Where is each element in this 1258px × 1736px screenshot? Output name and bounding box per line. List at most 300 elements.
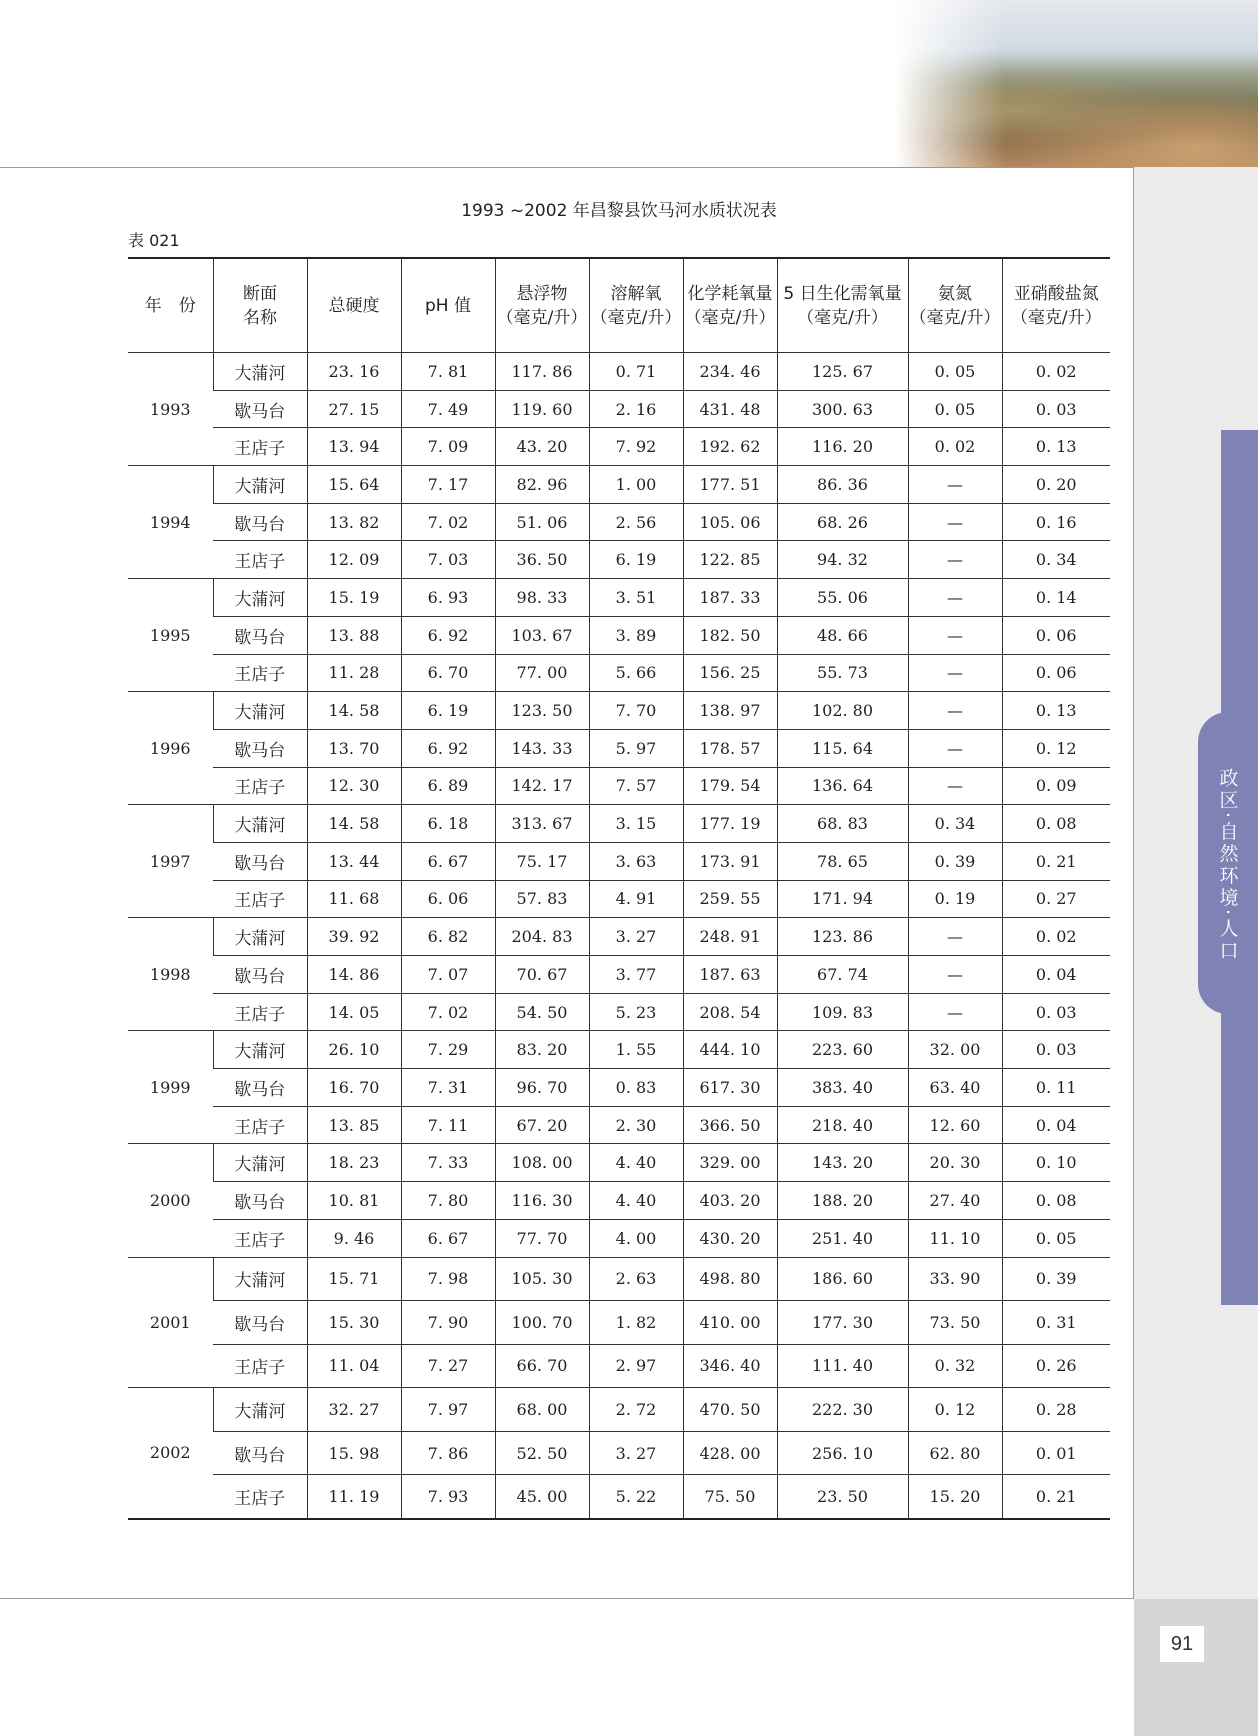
- value-cell: 3. 89: [589, 616, 683, 654]
- value-cell: 68. 00: [495, 1388, 589, 1432]
- value-cell: 2. 72: [589, 1388, 683, 1432]
- value-cell: 123. 86: [777, 918, 908, 956]
- table-row: [128, 1301, 1110, 1345]
- year-cell: 2000: [128, 1144, 213, 1257]
- value-cell: 109. 83: [777, 993, 908, 1031]
- value-cell: 12. 09: [307, 541, 401, 579]
- table-row: [128, 1475, 1110, 1519]
- value-cell: 12. 60: [908, 1106, 1002, 1144]
- value-cell: 105. 06: [683, 503, 777, 541]
- value-cell: 6. 70: [401, 654, 495, 692]
- value-cell: 3. 15: [589, 805, 683, 843]
- value-cell: 0. 03: [1002, 993, 1110, 1031]
- value-cell: 187. 33: [683, 579, 777, 617]
- value-cell: 45. 00: [495, 1475, 589, 1519]
- value-cell: 33. 90: [908, 1257, 1002, 1301]
- value-cell: 13. 82: [307, 503, 401, 541]
- chapter-tab: [1198, 712, 1258, 1014]
- column-header-line1: 总硬度: [328, 295, 380, 316]
- value-cell: —: [908, 541, 1002, 579]
- value-cell: 68. 83: [777, 805, 908, 843]
- column-header-line1: 氨氮: [938, 283, 972, 304]
- value-cell: 498. 80: [683, 1257, 777, 1301]
- value-cell: 48. 66: [777, 616, 908, 654]
- value-cell: 82. 96: [495, 466, 589, 504]
- value-cell: 256. 10: [777, 1431, 908, 1475]
- site-name-cell: 王店子: [213, 1344, 307, 1388]
- value-cell: 70. 67: [495, 956, 589, 994]
- table-row: [128, 390, 1110, 428]
- value-cell: 186. 60: [777, 1257, 908, 1301]
- value-cell: 223. 60: [777, 1031, 908, 1069]
- value-cell: 43. 20: [495, 428, 589, 466]
- value-cell: 55. 73: [777, 654, 908, 692]
- value-cell: 14. 86: [307, 956, 401, 994]
- value-cell: 2. 30: [589, 1106, 683, 1144]
- column-header-line2: （毫克/升）: [496, 307, 588, 328]
- value-cell: 0. 28: [1002, 1388, 1110, 1432]
- value-cell: 108. 00: [495, 1144, 589, 1182]
- value-cell: 4. 91: [589, 880, 683, 918]
- table-row: [128, 918, 1110, 956]
- value-cell: 143. 20: [777, 1144, 908, 1182]
- value-cell: 259. 55: [683, 880, 777, 918]
- value-cell: 156. 25: [683, 654, 777, 692]
- value-cell: 177. 19: [683, 805, 777, 843]
- site-name-cell: 歇马台: [213, 616, 307, 654]
- site-name-cell: 大蒲河: [213, 1031, 307, 1069]
- value-cell: 0. 34: [1002, 541, 1110, 579]
- value-cell: 105. 30: [495, 1257, 589, 1301]
- value-cell: 0. 08: [1002, 805, 1110, 843]
- value-cell: 3. 77: [589, 956, 683, 994]
- column-header-line1: 年 份: [144, 295, 196, 316]
- value-cell: 27. 40: [908, 1182, 1002, 1220]
- value-cell: 5. 66: [589, 654, 683, 692]
- value-cell: 617. 30: [683, 1069, 777, 1107]
- value-cell: 0. 05: [1002, 1219, 1110, 1257]
- value-cell: 3. 27: [589, 1431, 683, 1475]
- value-cell: 7. 70: [589, 692, 683, 730]
- column-header-line1: 悬浮物: [516, 283, 568, 304]
- value-cell: 6. 19: [589, 541, 683, 579]
- table-row: [128, 993, 1110, 1031]
- value-cell: 15. 71: [307, 1257, 401, 1301]
- site-name-cell: 大蒲河: [213, 692, 307, 730]
- column-header-line2: （毫克/升）: [590, 307, 682, 328]
- value-cell: 470. 50: [683, 1388, 777, 1432]
- value-cell: 116. 20: [777, 428, 908, 466]
- value-cell: 16. 70: [307, 1069, 401, 1107]
- value-cell: 13. 94: [307, 428, 401, 466]
- value-cell: 23. 50: [777, 1475, 908, 1519]
- value-cell: 7. 27: [401, 1344, 495, 1388]
- value-cell: 2. 56: [589, 503, 683, 541]
- value-cell: 73. 50: [908, 1301, 1002, 1345]
- table-row: [128, 1344, 1110, 1388]
- value-cell: 178. 57: [683, 729, 777, 767]
- value-cell: 13. 88: [307, 616, 401, 654]
- value-cell: 119. 60: [495, 390, 589, 428]
- table-row: [128, 353, 1110, 391]
- column-header-line1: 5 日生化需氧量: [783, 283, 902, 304]
- value-cell: 0. 04: [1002, 1106, 1110, 1144]
- value-cell: 36. 50: [495, 541, 589, 579]
- value-cell: 7. 81: [401, 353, 495, 391]
- top-divider: [0, 167, 1134, 168]
- value-cell: 0. 13: [1002, 692, 1110, 730]
- value-cell: 11. 68: [307, 880, 401, 918]
- water-quality-table: [128, 257, 1110, 1520]
- table-row: [128, 616, 1110, 654]
- column-header-line2: （毫克/升）: [1010, 307, 1102, 328]
- value-cell: 0. 20: [1002, 466, 1110, 504]
- value-cell: 403. 20: [683, 1182, 777, 1220]
- value-cell: 67. 74: [777, 956, 908, 994]
- value-cell: 11. 10: [908, 1219, 1002, 1257]
- column-header: [307, 258, 401, 353]
- column-header-line2: （毫克/升）: [909, 307, 1001, 328]
- value-cell: 0. 02: [1002, 918, 1110, 956]
- value-cell: 7. 49: [401, 390, 495, 428]
- site-name-cell: 歇马台: [213, 390, 307, 428]
- value-cell: 410. 00: [683, 1301, 777, 1345]
- value-cell: 5. 23: [589, 993, 683, 1031]
- site-name-cell: 大蒲河: [213, 918, 307, 956]
- value-cell: 4. 40: [589, 1182, 683, 1220]
- page-number: 91: [1160, 1626, 1204, 1662]
- value-cell: —: [908, 466, 1002, 504]
- site-name-cell: 大蒲河: [213, 466, 307, 504]
- value-cell: 0. 21: [1002, 1475, 1110, 1519]
- value-cell: 6. 93: [401, 579, 495, 617]
- table-row: [128, 880, 1110, 918]
- value-cell: 7. 97: [401, 1388, 495, 1432]
- value-cell: 1. 55: [589, 1031, 683, 1069]
- site-name-cell: 大蒲河: [213, 805, 307, 843]
- value-cell: —: [908, 729, 1002, 767]
- value-cell: 7. 02: [401, 503, 495, 541]
- value-cell: 300. 63: [777, 390, 908, 428]
- value-cell: 15. 20: [908, 1475, 1002, 1519]
- year-cell: 1999: [128, 1031, 213, 1144]
- site-name-cell: 王店子: [213, 428, 307, 466]
- site-name-cell: 王店子: [213, 1475, 307, 1519]
- value-cell: 62. 80: [908, 1431, 1002, 1475]
- value-cell: 179. 54: [683, 767, 777, 805]
- value-cell: 431. 48: [683, 390, 777, 428]
- value-cell: 0. 32: [908, 1344, 1002, 1388]
- value-cell: 14. 05: [307, 993, 401, 1031]
- value-cell: 3. 27: [589, 918, 683, 956]
- value-cell: 7. 02: [401, 993, 495, 1031]
- value-cell: 136. 64: [777, 767, 908, 805]
- site-name-cell: 王店子: [213, 880, 307, 918]
- value-cell: 51. 06: [495, 503, 589, 541]
- value-cell: 66. 70: [495, 1344, 589, 1388]
- value-cell: 0. 39: [1002, 1257, 1110, 1301]
- value-cell: 86. 36: [777, 466, 908, 504]
- value-cell: 32. 00: [908, 1031, 1002, 1069]
- value-cell: 11. 28: [307, 654, 401, 692]
- value-cell: 0. 21: [1002, 842, 1110, 880]
- value-cell: 52. 50: [495, 1431, 589, 1475]
- value-cell: 0. 01: [1002, 1431, 1110, 1475]
- value-cell: 20. 30: [908, 1144, 1002, 1182]
- table-row: [128, 692, 1110, 730]
- value-cell: 0. 14: [1002, 579, 1110, 617]
- page-number-box: [1134, 1599, 1258, 1736]
- value-cell: 177. 51: [683, 466, 777, 504]
- value-cell: 6. 89: [401, 767, 495, 805]
- value-cell: 0. 27: [1002, 880, 1110, 918]
- value-cell: 0. 12: [908, 1388, 1002, 1432]
- value-cell: 430. 20: [683, 1219, 777, 1257]
- value-cell: 0. 03: [1002, 1031, 1110, 1069]
- value-cell: 0. 11: [1002, 1069, 1110, 1107]
- site-name-cell: 王店子: [213, 1219, 307, 1257]
- site-name-cell: 大蒲河: [213, 1257, 307, 1301]
- value-cell: 15. 64: [307, 466, 401, 504]
- value-cell: 3. 51: [589, 579, 683, 617]
- column-header: [589, 258, 683, 353]
- value-cell: 2. 63: [589, 1257, 683, 1301]
- value-cell: 63. 40: [908, 1069, 1002, 1107]
- site-name-cell: 大蒲河: [213, 1388, 307, 1432]
- table-row: [128, 956, 1110, 994]
- value-cell: 7. 09: [401, 428, 495, 466]
- value-cell: 173. 91: [683, 842, 777, 880]
- value-cell: 32. 27: [307, 1388, 401, 1432]
- value-cell: 383. 40: [777, 1069, 908, 1107]
- value-cell: 7. 11: [401, 1106, 495, 1144]
- value-cell: 5. 97: [589, 729, 683, 767]
- value-cell: 0. 16: [1002, 503, 1110, 541]
- year-cell: 1998: [128, 918, 213, 1031]
- year-cell: 2001: [128, 1257, 213, 1388]
- table-row: [128, 466, 1110, 504]
- value-cell: 0. 08: [1002, 1182, 1110, 1220]
- value-cell: 5. 22: [589, 1475, 683, 1519]
- value-cell: 1. 00: [589, 466, 683, 504]
- value-cell: 0. 71: [589, 353, 683, 391]
- value-cell: —: [908, 616, 1002, 654]
- value-cell: 6. 92: [401, 616, 495, 654]
- value-cell: 7. 31: [401, 1069, 495, 1107]
- column-header-line2: （毫克/升）: [797, 307, 888, 328]
- column-header: [683, 258, 777, 353]
- value-cell: 0. 19: [908, 880, 1002, 918]
- value-cell: 125. 67: [777, 353, 908, 391]
- value-cell: 116. 30: [495, 1182, 589, 1220]
- value-cell: 182. 50: [683, 616, 777, 654]
- value-cell: 138. 97: [683, 692, 777, 730]
- value-cell: 67. 20: [495, 1106, 589, 1144]
- value-cell: —: [908, 654, 1002, 692]
- value-cell: —: [908, 956, 1002, 994]
- bottom-divider: [0, 1598, 1134, 1599]
- column-header-line2: 名称: [243, 307, 277, 328]
- column-header-line2: （毫克/升）: [684, 307, 776, 328]
- year-cell: 1996: [128, 692, 213, 805]
- table-code: 表 021: [128, 231, 180, 250]
- value-cell: 0. 02: [908, 428, 1002, 466]
- site-name-cell: 歇马台: [213, 1182, 307, 1220]
- value-cell: —: [908, 993, 1002, 1031]
- value-cell: 122. 85: [683, 541, 777, 579]
- column-header-line1: 化学耗氧量: [687, 283, 773, 304]
- value-cell: 208. 54: [683, 993, 777, 1031]
- value-cell: 2. 97: [589, 1344, 683, 1388]
- value-cell: 2. 16: [589, 390, 683, 428]
- value-cell: 13. 44: [307, 842, 401, 880]
- value-cell: 171. 94: [777, 880, 908, 918]
- value-cell: 7. 03: [401, 541, 495, 579]
- table-row: [128, 1144, 1110, 1182]
- site-name-cell: 王店子: [213, 993, 307, 1031]
- table-row: [128, 729, 1110, 767]
- value-cell: 6. 82: [401, 918, 495, 956]
- value-cell: 15. 30: [307, 1301, 401, 1345]
- value-cell: —: [908, 767, 1002, 805]
- value-cell: 177. 30: [777, 1301, 908, 1345]
- value-cell: 6. 92: [401, 729, 495, 767]
- table-row: [128, 1257, 1110, 1301]
- table-row: [128, 579, 1110, 617]
- value-cell: 94. 32: [777, 541, 908, 579]
- value-cell: 78. 65: [777, 842, 908, 880]
- value-cell: 204. 83: [495, 918, 589, 956]
- right-divider: [1133, 167, 1134, 1599]
- value-cell: 98. 33: [495, 579, 589, 617]
- value-cell: 7. 86: [401, 1431, 495, 1475]
- value-cell: 26. 10: [307, 1031, 401, 1069]
- column-header: [213, 258, 307, 353]
- value-cell: 7. 98: [401, 1257, 495, 1301]
- table-row: [128, 805, 1110, 843]
- value-cell: —: [908, 579, 1002, 617]
- table-row: [128, 767, 1110, 805]
- column-header-line1: 断面: [243, 283, 277, 304]
- site-name-cell: 大蒲河: [213, 1144, 307, 1182]
- site-name-cell: 歇马台: [213, 1431, 307, 1475]
- table-row: [128, 1182, 1110, 1220]
- table-body: [128, 353, 1110, 1519]
- value-cell: 0. 13: [1002, 428, 1110, 466]
- value-cell: 0. 34: [908, 805, 1002, 843]
- column-header: [777, 258, 908, 353]
- table-row: [128, 428, 1110, 466]
- value-cell: 366. 50: [683, 1106, 777, 1144]
- value-cell: 102. 80: [777, 692, 908, 730]
- value-cell: 0. 05: [908, 390, 1002, 428]
- value-cell: 3. 63: [589, 842, 683, 880]
- year-cell: 1997: [128, 805, 213, 918]
- value-cell: 10. 81: [307, 1182, 401, 1220]
- value-cell: 7. 07: [401, 956, 495, 994]
- value-cell: 103. 67: [495, 616, 589, 654]
- value-cell: 6. 18: [401, 805, 495, 843]
- site-name-cell: 歇马台: [213, 842, 307, 880]
- column-header: [908, 258, 1002, 353]
- value-cell: 77. 70: [495, 1219, 589, 1257]
- table-row: [128, 1431, 1110, 1475]
- value-cell: 18. 23: [307, 1144, 401, 1182]
- site-name-cell: 歇马台: [213, 503, 307, 541]
- value-cell: 7. 29: [401, 1031, 495, 1069]
- value-cell: 7. 33: [401, 1144, 495, 1182]
- value-cell: 57. 83: [495, 880, 589, 918]
- value-cell: 68. 26: [777, 503, 908, 541]
- value-cell: 329. 00: [683, 1144, 777, 1182]
- value-cell: 77. 00: [495, 654, 589, 692]
- value-cell: 7. 92: [589, 428, 683, 466]
- value-cell: 248. 91: [683, 918, 777, 956]
- table-row: [128, 1106, 1110, 1144]
- column-header-line1: pH 值: [425, 295, 471, 316]
- table-row: [128, 654, 1110, 692]
- value-cell: 0. 06: [1002, 654, 1110, 692]
- value-cell: 6. 67: [401, 1219, 495, 1257]
- table-row: [128, 1219, 1110, 1257]
- value-cell: 4. 00: [589, 1219, 683, 1257]
- value-cell: 251. 40: [777, 1219, 908, 1257]
- table-row: [128, 1069, 1110, 1107]
- value-cell: 428. 00: [683, 1431, 777, 1475]
- site-name-cell: 王店子: [213, 654, 307, 692]
- value-cell: 23. 16: [307, 353, 401, 391]
- site-name-cell: 王店子: [213, 1106, 307, 1144]
- value-cell: 13. 85: [307, 1106, 401, 1144]
- column-header-line1: 亚硝酸盐氮: [1013, 283, 1099, 304]
- value-cell: 117. 86: [495, 353, 589, 391]
- value-cell: 75. 17: [495, 842, 589, 880]
- value-cell: 7. 90: [401, 1301, 495, 1345]
- year-cell: 1994: [128, 466, 213, 579]
- site-name-cell: 歇马台: [213, 1301, 307, 1345]
- site-name-cell: 王店子: [213, 541, 307, 579]
- value-cell: —: [908, 503, 1002, 541]
- value-cell: 0. 09: [1002, 767, 1110, 805]
- header-landscape-photo: [895, 0, 1258, 168]
- value-cell: 0. 06: [1002, 616, 1110, 654]
- value-cell: 0. 10: [1002, 1144, 1110, 1182]
- value-cell: 6. 06: [401, 880, 495, 918]
- value-cell: 11. 19: [307, 1475, 401, 1519]
- value-cell: 39. 92: [307, 918, 401, 956]
- year-cell: 2002: [128, 1388, 213, 1519]
- value-cell: 234. 46: [683, 353, 777, 391]
- value-cell: 0. 26: [1002, 1344, 1110, 1388]
- column-header: [401, 258, 495, 353]
- table-row: [128, 1388, 1110, 1432]
- value-cell: 6. 19: [401, 692, 495, 730]
- table-title: 1993 ~2002 年昌黎县饮马河水质状况表: [461, 201, 777, 221]
- value-cell: 222. 30: [777, 1388, 908, 1432]
- value-cell: 14. 58: [307, 692, 401, 730]
- chapter-tab-label: 政区·自然环境·人口: [1216, 768, 1239, 963]
- value-cell: 0. 05: [908, 353, 1002, 391]
- value-cell: 55. 06: [777, 579, 908, 617]
- site-name-cell: 大蒲河: [213, 579, 307, 617]
- value-cell: 111. 40: [777, 1344, 908, 1388]
- value-cell: 7. 93: [401, 1475, 495, 1519]
- value-cell: 0. 83: [589, 1069, 683, 1107]
- table-row: [128, 1031, 1110, 1069]
- value-cell: 1. 82: [589, 1301, 683, 1345]
- column-header-line1: 溶解氧: [610, 283, 662, 304]
- site-name-cell: 歇马台: [213, 1069, 307, 1107]
